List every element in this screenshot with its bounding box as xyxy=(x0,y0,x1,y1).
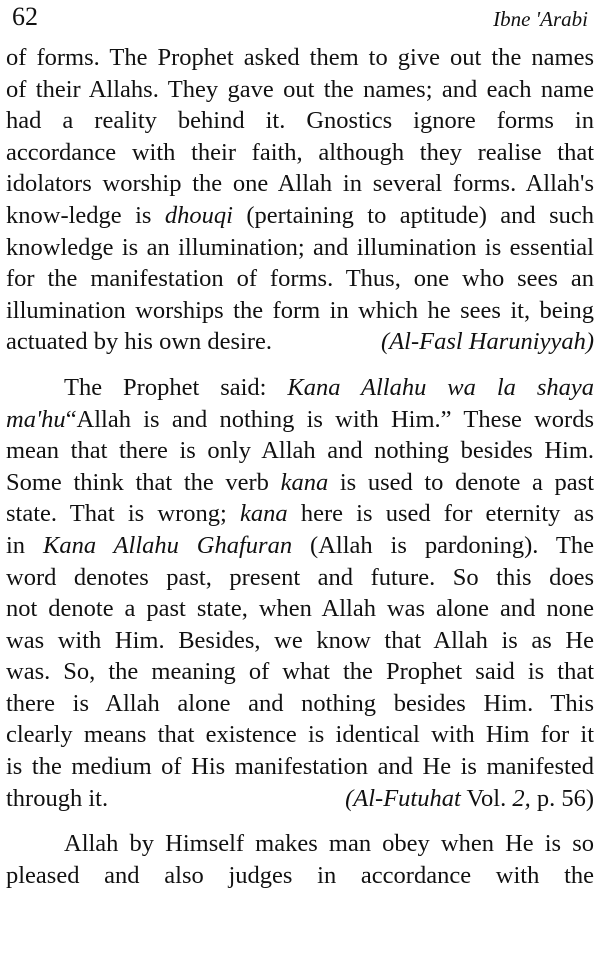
text-line xyxy=(6,530,594,562)
text-run: in xyxy=(6,531,43,559)
text-run: actuated by his own desire. xyxy=(6,328,273,356)
running-head: Ibne 'Arabi xyxy=(493,7,588,31)
text-run: The Prophet said: xyxy=(64,373,288,401)
text-run: (Allah is pardoning). The xyxy=(292,531,595,559)
text-line: not denote a past state, when Allah was alone and none xyxy=(6,595,594,623)
text-line: there is Allah alone and nothing besides Him. This xyxy=(6,689,594,717)
text-line: of forms. The Prophet asked them to give out the names xyxy=(6,44,594,71)
italic-term: ma'hu xyxy=(6,405,66,433)
text-line: for the manifestation of forms. Thus, one who sees an xyxy=(6,265,594,293)
text-run: know-ledge is xyxy=(6,201,165,229)
text-line xyxy=(6,372,594,404)
text-run: Some think that the verb xyxy=(6,468,281,496)
text-line xyxy=(6,467,594,499)
paragraph-1 xyxy=(6,42,594,358)
text-line xyxy=(6,783,594,815)
citation xyxy=(345,783,594,815)
text-line: knowledge is an illumination; and illumination is essential xyxy=(6,233,594,261)
italic-term: kana xyxy=(280,468,329,496)
page-header xyxy=(12,2,588,34)
text-line: idolators worship the one Allah in several forms. Allah's xyxy=(6,170,594,198)
text-line: word denotes past, present and future. So this does xyxy=(6,563,594,591)
italic-term: Kana Allahu Ghafuran xyxy=(42,531,293,559)
text-line: accordance with their faith, although they realise that xyxy=(6,138,594,166)
text-line xyxy=(6,498,594,530)
text-line: of their Allahs. They gave out the names; and each name xyxy=(6,75,594,103)
text-run: state. That is wrong; xyxy=(6,500,240,528)
citation-page: p. 56) xyxy=(530,784,594,812)
paragraph-3 xyxy=(6,828,594,891)
text-line: is the medium of His manifestation and He is manifested xyxy=(6,753,594,781)
citation-title: (Al-Futuhat xyxy=(345,784,461,812)
paragraph-2 xyxy=(6,372,594,814)
italic-term: dhouqi xyxy=(164,201,233,229)
text-line xyxy=(6,404,594,436)
citation: (Al-Fasl Haruniyyah) xyxy=(381,328,594,356)
page-number: 62 xyxy=(12,2,38,31)
italic-term: Kana Allahu wa la shaya xyxy=(287,373,594,401)
text-run: here is used for eternity as xyxy=(287,500,594,528)
text-line xyxy=(6,326,594,358)
text-line: had a reality behind it. Gnostics ignore forms in xyxy=(6,107,594,135)
citation-volume: 2, xyxy=(512,784,531,812)
text-line: Allah by Himself makes man obey when He is so xyxy=(64,830,594,858)
text-line xyxy=(6,200,594,232)
text-run: through it. xyxy=(6,784,109,812)
page-body xyxy=(6,42,594,891)
text-line: mean that there is only Allah and nothing besides Him. xyxy=(6,437,594,465)
text-line: clearly means that existence is identical with Him for it xyxy=(6,721,594,749)
text-run: is used to denote a past xyxy=(328,468,594,496)
text-line: was with Him. Besides, we know that Allah is as He xyxy=(6,626,594,654)
text-line: illumination worships the form in which he sees it, being xyxy=(6,296,594,324)
text-run: “Allah is and nothing is with Him.” These words xyxy=(65,405,594,433)
italic-term: kana xyxy=(240,500,288,528)
text-line: was. So, the meaning of what the Prophet said is that xyxy=(6,658,594,686)
citation-volume-label: Vol. xyxy=(460,784,513,812)
text-line: pleased and also judges in accordance with the xyxy=(6,861,594,889)
text-run: (pertaining to aptitude) and such xyxy=(232,201,595,229)
